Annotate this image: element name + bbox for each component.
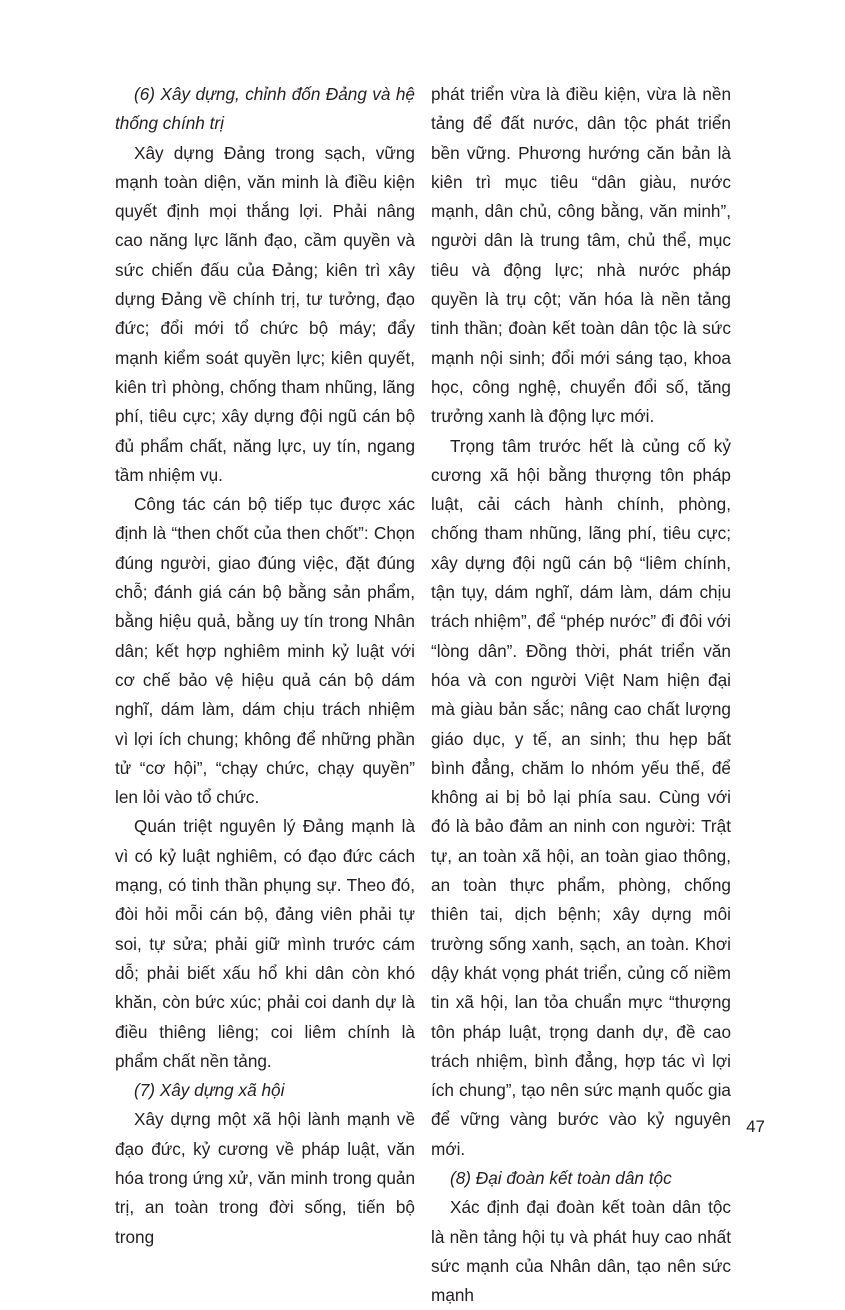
section-heading-6: (6) Xây dựng, chỉnh đốn Đảng và hệ thống chính trị [115,84,415,134]
paragraph: Xây dựng một xã hội lành mạnh về đạo đức, kỷ cương về pháp luật, văn hóa trong ứng xử, văn minh trong quản trị, an toàn trong đời sống, tiến bộ trong [115,1109,415,1247]
paragraph: Xác định đại đoàn kết toàn dân tộc là nền tảng hội tụ và phát huy cao nhất sức mạnh của Nhân dân, tạo nên sức mạnh [431,1197,731,1306]
section-heading-7: (7) Xây dựng xã hội [134,1080,285,1101]
paragraph: Xây dựng Đảng trong sạch, vững mạnh toàn diện, văn minh là điều kiện quyết định mọi thắng lợi. Phải nâng cao năng lực lãnh đạo, cầm quyền và sức chiến đấu của Đảng; kiên trì xây dựng Đảng về chính trị, tư tưởng, đạo đức; đổi mới tổ chức bộ máy; đẩy mạnh kiểm soát quyền lực; kiên quyết, kiên trì phòng, chống tham nhũng, lãng phí, tiêu cực; xây dựng đội ngũ cán bộ đủ phẩm chất, năng lực, uy tín, ngang tầm nhiệm vụ. [115,142,415,485]
paragraph: phát triển vừa là điều kiện, vừa là nền tảng để đất nước, dân tộc phát triển bền vững. Phương hướng căn bản là kiên trì mục tiêu “dân giàu, nước mạnh, dân chủ, công bằng, văn minh”, người dân là trung tâm, chủ thể, mục tiêu và động lực; nhà nước pháp quyền là trụ cột; văn hóa là nền tảng tinh thần; đoàn kết toàn dân tộc là sức mạnh nội sinh; đổi mới sáng tạo, khoa học, công nghệ, chuyển đổi số, tăng trưởng xanh là động lực mới. [431,84,731,427]
section-heading-8: (8) Đại đoàn kết toàn dân tộc [450,1167,672,1188]
paragraph: Quán triệt nguyên lý Đảng mạnh là vì có kỷ luật nghiêm, có đạo đức cách mạng, có tinh thần phụng sự. Theo đó, đòi hỏi mỗi cán bộ, đảng viên phải tự soi, tự sửa; phải giữ mình trước cám dỗ; phải biết xấu hổ khi dân còn khó khăn, còn bức xúc; phải coi danh dự là điều thiêng liêng; coi liêm chính là phẩm chất nền tảng. [115,816,415,1071]
page-number: 47 [746,1117,765,1136]
paragraph: Trọng tâm trước hết là củng cố kỷ cương xã hội bằng thượng tôn pháp luật, cải cách hành chính, phòng, chống tham nhũng, lãng phí, tiêu cực; xây dựng đội ngũ cán bộ “liêm chính, tận tụy, dám nghĩ, dám làm, dám chịu trách nhiệm”, để “phép nước” đi đôi với “lòng dân”. Đồng thời, phát triển văn hóa và con người Việt Nam hiện đại mà giàu bản sắc; nâng cao chất lượng giáo dục, y tế, an sinh; thu hẹp bất bình đẳng, chăm lo nhóm yếu thế, để không ai bị bỏ lại phía sau. Cùng với đó là bảo đảm an ninh con người: Trật tự, an toàn xã hội, an toàn giao thông, an toàn thực phẩm, phòng, chống thiên tai, dịch bệnh; xây dựng môi trường sống xanh, sạch, an toàn. Khơi dậy khát vọng phát triển, củng cố niềm tin xã hội, lan tỏa chuẩn mực “thượng tôn pháp luật, trọng danh dự, đề cao trách nhiệm, bình đẳng, hợp tác vì lợi ích chung”, tạo nên sức mạnh quốc gia để vững vàng bước vào kỷ nguyên mới. [431,435,731,1159]
right-column [431,80,731,1310]
paragraph: Công tác cán bộ tiếp tục được xác định là “then chốt của then chốt”: Chọn đúng người, giao đúng việc, đặt đúng chỗ; đánh giá cán bộ bằng sản phẩm, bằng hiệu quả, bằng uy tín trong Nhân dân; kết hợp nghiêm minh kỷ luật với cơ chế bảo vệ hiệu quả cán bộ dám nghĩ, dám làm, dám chịu trách nhiệm vì lợi ích chung; không để những phần tử “cơ hội”, “chạy chức, chạy quyền” len lỏi vào tổ chức. [115,494,415,808]
left-column [115,80,415,1252]
